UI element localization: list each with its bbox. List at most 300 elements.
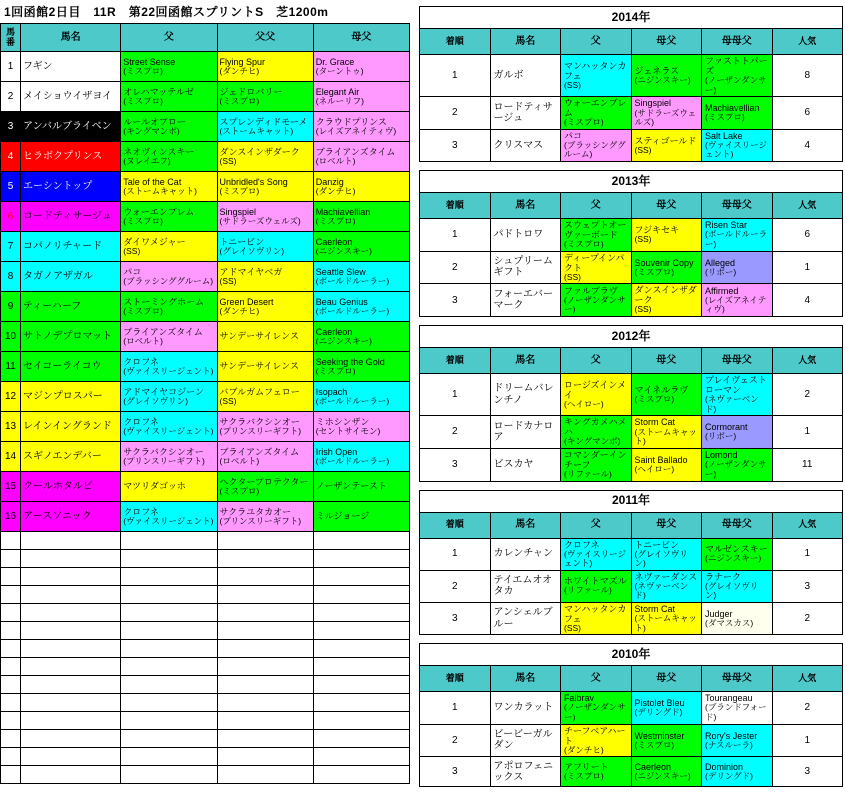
damsire-cell bbox=[313, 322, 409, 352]
granddamsire-cell bbox=[702, 97, 773, 130]
empty-cell bbox=[1, 550, 21, 568]
sire-cell-line1: マンハッタンカフェ bbox=[564, 60, 627, 81]
horse-number: 14 bbox=[1, 442, 21, 472]
sire-cell bbox=[121, 322, 217, 352]
sire-cell-line1: ホワイトマズル bbox=[564, 576, 627, 587]
empty-cell bbox=[21, 568, 121, 586]
grandsire-cell-line1: Singspiel bbox=[219, 206, 257, 217]
popularity-rank: 4 bbox=[772, 129, 843, 161]
grandsire-cell-line1: アドマイヤベガ bbox=[219, 266, 283, 277]
granddamsire-cell-line2: (ヴァイスリージェント) bbox=[705, 139, 767, 160]
damsire-cell-line2: (ターントゥ) bbox=[315, 65, 364, 76]
sire-cell-line2: (キングマンボ) bbox=[123, 125, 180, 136]
granddamsire-cell bbox=[702, 129, 773, 161]
damsire-cell-line2: (ニジンスキー) bbox=[315, 245, 372, 256]
col-header-granddamsire: 母母父 bbox=[702, 192, 773, 218]
sire-cell bbox=[121, 142, 217, 172]
sire-cell-line2: (ブラッシンググルーム) bbox=[564, 139, 626, 160]
damsire-cell-line2: (ストームキャット) bbox=[634, 426, 697, 447]
col-header-name: 馬名 bbox=[490, 192, 561, 218]
col-header-rank: 着順 bbox=[420, 666, 491, 692]
year-table-body bbox=[420, 373, 843, 481]
horse-name: マジンプロスパー bbox=[21, 382, 121, 412]
sire-cell-line1: クロフネ bbox=[123, 506, 159, 517]
granddamsire-cell bbox=[702, 724, 773, 757]
sire-cell-line1: ディープインパクト bbox=[564, 252, 625, 273]
empty-cell bbox=[217, 532, 313, 550]
sire-cell-line2: (ブラッシンググルーム) bbox=[123, 275, 214, 286]
horse-name: ロードティサージュ bbox=[21, 202, 121, 232]
grandsire-cell-line1: サクラバクシンオー bbox=[219, 416, 300, 427]
grandsire-cell-line2: (SS) bbox=[219, 395, 237, 406]
empty-cell bbox=[1, 748, 21, 766]
empty-cell bbox=[313, 730, 409, 748]
col-header-popularity: 人気 bbox=[772, 347, 843, 373]
year-table-body bbox=[420, 538, 843, 635]
col-header-name: 馬名 bbox=[490, 666, 561, 692]
damsire-cell-line1: Dr. Grace bbox=[315, 56, 355, 67]
section-spacer bbox=[419, 635, 843, 643]
damsire-cell-line1: Westminster bbox=[634, 730, 685, 741]
page-title: 1回函館2日目 11R 第22回函館スプリントS 芝1200m bbox=[4, 5, 329, 19]
granddamsire-cell-line1: Salt Lake bbox=[705, 130, 743, 141]
granddamsire-cell-line2: (デリングド) bbox=[705, 770, 753, 781]
empty-cell bbox=[1, 586, 21, 604]
sire-cell-line2: (ヴァイスリージェント) bbox=[123, 365, 214, 376]
col-header-granddamsire: 母母父 bbox=[702, 347, 773, 373]
sire-cell bbox=[121, 82, 217, 112]
table-row bbox=[420, 55, 843, 97]
horse-name: ティーハーフ bbox=[21, 292, 121, 322]
year-title-row bbox=[420, 490, 843, 512]
damsire-cell-line1: クラウドプリンス bbox=[315, 116, 387, 127]
sire-cell-line2: (グレイソヴリン) bbox=[123, 395, 189, 406]
sire-cell-line1: アフリート bbox=[564, 761, 609, 772]
damsire-cell bbox=[313, 82, 409, 112]
granddamsire-cell bbox=[702, 448, 773, 481]
damsire-cell bbox=[631, 373, 702, 415]
grandsire-cell bbox=[217, 502, 313, 532]
table-row bbox=[1, 292, 410, 322]
sire-cell-line1: ネオヴィンスキー bbox=[123, 146, 195, 157]
col-header-sire: 父 bbox=[561, 192, 632, 218]
horse-number: 1 bbox=[1, 52, 21, 82]
year-table-head bbox=[420, 325, 843, 373]
horse-number: 6 bbox=[1, 202, 21, 232]
popularity-rank: 3 bbox=[772, 570, 843, 602]
horse-name: コパノリチャード bbox=[21, 232, 121, 262]
finish-position: 2 bbox=[420, 251, 491, 284]
sire-cell-line2: (ミスプロ) bbox=[123, 65, 163, 76]
damsire-cell-line1: Irish Open bbox=[315, 446, 358, 457]
col-header-sire: 父 bbox=[121, 24, 217, 52]
year-header-row bbox=[420, 29, 843, 55]
past-results-container bbox=[419, 6, 843, 795]
col-header-popularity: 人気 bbox=[772, 512, 843, 538]
table-row bbox=[420, 692, 843, 724]
granddamsire-cell-line2: (ナスルーラ) bbox=[705, 739, 753, 750]
col-header-umaban: 馬番 bbox=[1, 24, 21, 52]
horse-name: アースソニック bbox=[21, 502, 121, 532]
sire-cell bbox=[561, 602, 632, 635]
sire-cell-line2: (リファール) bbox=[564, 469, 612, 479]
damsire-cell bbox=[631, 602, 702, 635]
sire-cell-line1: Falbrav bbox=[564, 693, 595, 704]
year-header-row bbox=[420, 666, 843, 692]
sire-cell-line1: コマンダーインチーフ bbox=[564, 449, 627, 470]
table-row bbox=[420, 538, 843, 570]
granddamsire-cell bbox=[702, 284, 773, 317]
grandsire-cell bbox=[217, 172, 313, 202]
col-header-sire: 父 bbox=[561, 666, 632, 692]
finish-position: 2 bbox=[420, 724, 491, 757]
grandsire-cell-line1: サンデーサイレンス bbox=[219, 331, 299, 342]
granddamsire-cell bbox=[702, 416, 773, 449]
grandsire-cell-line2: (プリンスリーギフト) bbox=[219, 515, 302, 526]
granddamsire-cell-line2: (ノーザンダンサー) bbox=[705, 459, 767, 479]
sire-cell-line2: (ミスプロ) bbox=[123, 305, 163, 316]
sire-cell-line2: (キングマンボ) bbox=[564, 436, 621, 447]
damsire-cell-line2: (ストームキャット) bbox=[634, 613, 697, 633]
damsire-cell-line1: Seattle Slew bbox=[315, 266, 366, 277]
table-row bbox=[1, 352, 410, 382]
grandsire-cell bbox=[217, 202, 313, 232]
granddamsire-cell bbox=[702, 538, 773, 570]
table-row bbox=[1, 262, 410, 292]
granddamsire-cell bbox=[702, 55, 773, 97]
damsire-cell-line2: (SS) bbox=[634, 144, 652, 155]
finish-position: 2 bbox=[420, 97, 491, 130]
empty-cell bbox=[1, 604, 21, 622]
table-row bbox=[420, 448, 843, 481]
year-header-row bbox=[420, 192, 843, 218]
grandsire-cell-line1: ジェドロバリー bbox=[219, 86, 283, 97]
empty-cell bbox=[121, 568, 217, 586]
empty-cell bbox=[313, 550, 409, 568]
damsire-cell-line2: (ニジンスキー) bbox=[634, 74, 691, 85]
empty-cell bbox=[121, 622, 217, 640]
damsire-cell-line1: Isopach bbox=[315, 386, 348, 397]
horse-name: ロードカナロア bbox=[490, 416, 561, 449]
entries-table-head bbox=[1, 24, 410, 52]
granddamsire-cell-line1: Risen Star bbox=[705, 220, 748, 231]
year-table-head bbox=[420, 644, 843, 692]
empty-cell bbox=[121, 712, 217, 730]
damsire-cell-line1: Caerleon bbox=[315, 326, 353, 337]
sire-cell-line1: クロフネ bbox=[564, 539, 600, 550]
col-header-granddamsire: 母母父 bbox=[702, 29, 773, 55]
horse-name: カレンチャン bbox=[490, 538, 561, 570]
sire-cell-line2: (ヘイロー) bbox=[564, 398, 604, 409]
damsire-cell-line2: (ミスプロ) bbox=[315, 365, 356, 376]
sire-cell bbox=[561, 724, 632, 757]
damsire-cell-line1: Storm Cat bbox=[634, 417, 676, 428]
horse-name: フォーエバーマーク bbox=[490, 284, 561, 317]
damsire-cell-line1: ジェネラス bbox=[634, 65, 680, 76]
empty-cell bbox=[217, 568, 313, 586]
sire-cell bbox=[121, 112, 217, 142]
popularity-rank: 1 bbox=[772, 724, 843, 757]
grandsire-cell-line2: (ストームキャット) bbox=[219, 125, 294, 136]
sire-cell-line2: (ノーザンダンサー) bbox=[564, 702, 626, 722]
sire-cell bbox=[121, 292, 217, 322]
empty-row bbox=[1, 604, 410, 622]
sire-cell-line1: ファルブラヴ bbox=[564, 285, 618, 296]
empty-row bbox=[1, 676, 410, 694]
year-results-table bbox=[419, 490, 843, 636]
granddamsire-cell-line1: Machiavellian bbox=[705, 103, 760, 114]
empty-cell bbox=[1, 532, 21, 550]
section-spacer bbox=[419, 482, 843, 490]
empty-cell bbox=[313, 532, 409, 550]
sire-cell-line2: (リファール) bbox=[564, 585, 612, 596]
empty-cell bbox=[313, 568, 409, 586]
empty-cell bbox=[21, 586, 121, 604]
table-row bbox=[1, 52, 410, 82]
damsire-cell-line2: (ボールドルーラー) bbox=[315, 455, 390, 466]
grandsire-cell-line1: Flying Spur bbox=[219, 56, 266, 67]
table-row bbox=[1, 502, 410, 532]
damsire-cell-line1: Singspiel bbox=[634, 98, 672, 109]
damsire-cell bbox=[631, 55, 702, 97]
col-header-name: 馬名 bbox=[490, 347, 561, 373]
table-row bbox=[1, 382, 410, 412]
table-row bbox=[1, 442, 410, 472]
granddamsire-cell bbox=[702, 602, 773, 635]
damsire-cell bbox=[313, 352, 409, 382]
grandsire-cell-line1: ブライアンズタイム bbox=[219, 446, 300, 457]
year-title: 2014年 bbox=[420, 7, 843, 29]
granddamsire-cell-line1: Lomond bbox=[705, 450, 738, 461]
sire-cell-line2: (ミスプロ) bbox=[564, 117, 604, 128]
col-header-sire: 父 bbox=[561, 347, 632, 373]
sire-cell-line1: ブライアンズタイム bbox=[123, 326, 203, 337]
col-header-name: 馬名 bbox=[490, 29, 561, 55]
damsire-cell-line1: Beau Genius bbox=[315, 296, 368, 307]
grandsire-cell bbox=[217, 382, 313, 412]
popularity-rank: 3 bbox=[772, 757, 843, 787]
damsire-cell bbox=[631, 218, 702, 251]
year-title-row bbox=[420, 170, 843, 192]
damsire-cell-line2: (ボールドルーラー) bbox=[315, 275, 390, 286]
grandsire-cell-line1: スプレンディドモーメ bbox=[219, 116, 308, 127]
damsire-cell-line1: スティゴールド bbox=[634, 135, 697, 146]
damsire-cell-line1: フジキセキ bbox=[634, 225, 680, 235]
table-row bbox=[1, 82, 410, 112]
horse-number: 12 bbox=[1, 382, 21, 412]
grandsire-cell-line1: Unbridled's Song bbox=[219, 176, 288, 187]
popularity-rank: 1 bbox=[772, 416, 843, 449]
col-header-popularity: 人気 bbox=[772, 666, 843, 692]
damsire-cell bbox=[313, 262, 409, 292]
col-header-rank: 着順 bbox=[420, 192, 491, 218]
horse-name: レインイングランド bbox=[21, 412, 121, 442]
sire-cell-line1: スウェプトオーヴァーボード bbox=[564, 219, 627, 241]
granddamsire-cell-line1: Judger bbox=[705, 608, 733, 619]
granddamsire-cell-line1: マルゼンスキー bbox=[705, 544, 768, 555]
finish-position: 3 bbox=[420, 284, 491, 317]
table-row bbox=[420, 97, 843, 130]
empty-cell bbox=[217, 748, 313, 766]
entries-table bbox=[0, 23, 410, 784]
sire-cell bbox=[121, 352, 217, 382]
damsire-cell-line2: (ネルーリフ) bbox=[315, 95, 364, 106]
damsire-cell-line2: (ロベルト) bbox=[315, 155, 356, 166]
col-header-name: 馬名 bbox=[21, 24, 121, 52]
horse-name: ドリームバレンチノ bbox=[490, 373, 561, 415]
granddamsire-cell-line1: ファストトパーズ bbox=[705, 56, 768, 77]
empty-cell bbox=[1, 622, 21, 640]
year-title-row bbox=[420, 7, 843, 29]
grandsire-cell-line1: ダンスインザダーク bbox=[219, 146, 300, 157]
grandsire-cell-line1: サクラユタカオー bbox=[219, 506, 292, 517]
sire-cell-line2: (ストームキャット) bbox=[123, 185, 197, 196]
empty-cell bbox=[1, 640, 21, 658]
year-table-body bbox=[420, 55, 843, 162]
sire-cell-line1: ウォーエンブレム bbox=[564, 98, 627, 119]
damsire-cell-line1: ミホシンザン bbox=[315, 416, 370, 427]
finish-position: 2 bbox=[420, 570, 491, 602]
damsire-cell bbox=[631, 251, 702, 284]
empty-cell bbox=[121, 550, 217, 568]
grandsire-cell-line1: ヘクタープロテクター bbox=[219, 476, 309, 487]
horse-number: 7 bbox=[1, 232, 21, 262]
damsire-cell bbox=[313, 442, 409, 472]
empty-cell bbox=[121, 640, 217, 658]
sire-cell bbox=[121, 232, 217, 262]
empty-cell bbox=[217, 730, 313, 748]
grandsire-cell-line2: (ミスプロ) bbox=[219, 95, 260, 106]
finish-position: 1 bbox=[420, 373, 491, 415]
damsire-cell-line1: Danzig bbox=[315, 176, 344, 187]
damsire-cell-line1: ミルジョージ bbox=[315, 511, 370, 522]
popularity-rank: 1 bbox=[772, 251, 843, 284]
damsire-cell-line1: ダンスインザダーク bbox=[634, 285, 697, 306]
col-header-granddamsire: 母母父 bbox=[702, 666, 773, 692]
empty-cell bbox=[21, 640, 121, 658]
table-row bbox=[420, 373, 843, 415]
sire-cell-line1: ルールオブロー bbox=[123, 116, 186, 127]
sire-cell-line2: (ロベルト) bbox=[123, 335, 163, 346]
empty-cell bbox=[217, 712, 313, 730]
table-row bbox=[1, 112, 410, 142]
sire-cell bbox=[121, 502, 217, 532]
entries-header-row bbox=[1, 24, 410, 52]
year-title: 2011年 bbox=[420, 490, 843, 512]
empty-cell bbox=[121, 694, 217, 712]
granddamsire-cell-line1: プレイヴェストローマン bbox=[705, 374, 767, 396]
empty-cell bbox=[313, 694, 409, 712]
sire-cell-line2: (ヴァイスリージェント) bbox=[123, 515, 214, 526]
empty-cell bbox=[313, 748, 409, 766]
finish-position: 1 bbox=[420, 692, 491, 724]
damsire-cell-line1: Caerleon bbox=[315, 236, 353, 247]
sire-cell bbox=[561, 218, 632, 251]
empty-cell bbox=[121, 748, 217, 766]
col-header-rank: 着順 bbox=[420, 512, 491, 538]
grandsire-cell bbox=[217, 352, 313, 382]
empty-row bbox=[1, 748, 410, 766]
grandsire-cell-line2: (ダンチヒ) bbox=[219, 305, 260, 316]
horse-name: ガルボ bbox=[490, 55, 561, 97]
year-table-head bbox=[420, 490, 843, 538]
empty-cell bbox=[217, 676, 313, 694]
popularity-rank: 1 bbox=[772, 538, 843, 570]
empty-cell bbox=[1, 730, 21, 748]
granddamsire-cell-line1: ラナーク bbox=[705, 571, 742, 582]
damsire-cell-line1: Machiavellian bbox=[315, 206, 371, 217]
finish-position: 3 bbox=[420, 448, 491, 481]
horse-name: パドトロワ bbox=[490, 218, 561, 251]
damsire-cell-line1: Storm Cat bbox=[634, 604, 676, 615]
grandsire-cell-line2: (プリンスリーギフト) bbox=[219, 425, 302, 436]
horse-name: クリスマス bbox=[490, 129, 561, 161]
sire-cell-line1: パコ bbox=[123, 266, 142, 277]
horse-number: 13 bbox=[1, 412, 21, 442]
damsire-cell-line2: (ニジンスキー) bbox=[634, 770, 691, 781]
col-header-damsire: 母父 bbox=[313, 24, 409, 52]
col-header-popularity: 人気 bbox=[772, 29, 843, 55]
sire-cell-line1: アドマイヤコジーン bbox=[123, 386, 204, 397]
granddamsire-cell-line2: (リボー) bbox=[705, 431, 737, 442]
empty-row bbox=[1, 712, 410, 730]
year-title: 2013年 bbox=[420, 170, 843, 192]
granddamsire-cell-line2: (ミスプロ) bbox=[705, 112, 745, 123]
entries-table-body bbox=[1, 52, 410, 784]
empty-cell bbox=[217, 604, 313, 622]
damsire-cell-line2: (ミスプロ) bbox=[634, 393, 675, 404]
damsire-cell-line1: Elegant Air bbox=[315, 86, 360, 97]
horse-name: ビービーガルダン bbox=[490, 724, 561, 757]
sire-cell-line1: チーフベアハート bbox=[564, 725, 626, 746]
col-header-name: 馬名 bbox=[490, 512, 561, 538]
year-title-row bbox=[420, 325, 843, 347]
grandsire-cell bbox=[217, 232, 313, 262]
horse-name: ヒラボクプリンス bbox=[21, 142, 121, 172]
damsire-cell-line2: (ネヴァーベンド) bbox=[634, 580, 689, 601]
col-header-sire: 父 bbox=[561, 29, 632, 55]
damsire-cell bbox=[631, 129, 702, 161]
sire-cell bbox=[561, 757, 632, 787]
horse-name: タガノアザガル bbox=[21, 262, 121, 292]
damsire-cell-line2: (ミスプロ) bbox=[634, 266, 675, 277]
sire-cell bbox=[121, 172, 217, 202]
sire-cell-line2: (ミスプロ) bbox=[123, 215, 163, 226]
damsire-cell-line1: マイネルラヴ bbox=[634, 384, 689, 395]
grandsire-cell-line2: (ロベルト) bbox=[219, 455, 260, 466]
damsire-cell-line2: (ダンチヒ) bbox=[315, 185, 356, 196]
empty-cell bbox=[217, 586, 313, 604]
grandsire-cell bbox=[217, 472, 313, 502]
col-header-damsire: 母父 bbox=[631, 29, 702, 55]
sire-cell-line1: パコ bbox=[564, 130, 583, 141]
empty-cell bbox=[121, 658, 217, 676]
table-row bbox=[1, 472, 410, 502]
popularity-rank: 4 bbox=[772, 284, 843, 317]
horse-name: アンバルブライベン bbox=[21, 112, 121, 142]
year-table-body bbox=[420, 692, 843, 787]
sire-cell bbox=[121, 262, 217, 292]
section-spacer bbox=[419, 317, 843, 325]
granddamsire-cell bbox=[702, 251, 773, 284]
damsire-cell-line2: (SS) bbox=[634, 234, 652, 245]
grandsire-cell-line2: (グレイソヴリン) bbox=[219, 245, 285, 256]
horse-name: スギノエンデバー bbox=[21, 442, 121, 472]
col-header-gsire: 父父 bbox=[217, 24, 313, 52]
horse-number: 9 bbox=[1, 292, 21, 322]
empty-cell bbox=[217, 640, 313, 658]
empty-cell bbox=[217, 550, 313, 568]
